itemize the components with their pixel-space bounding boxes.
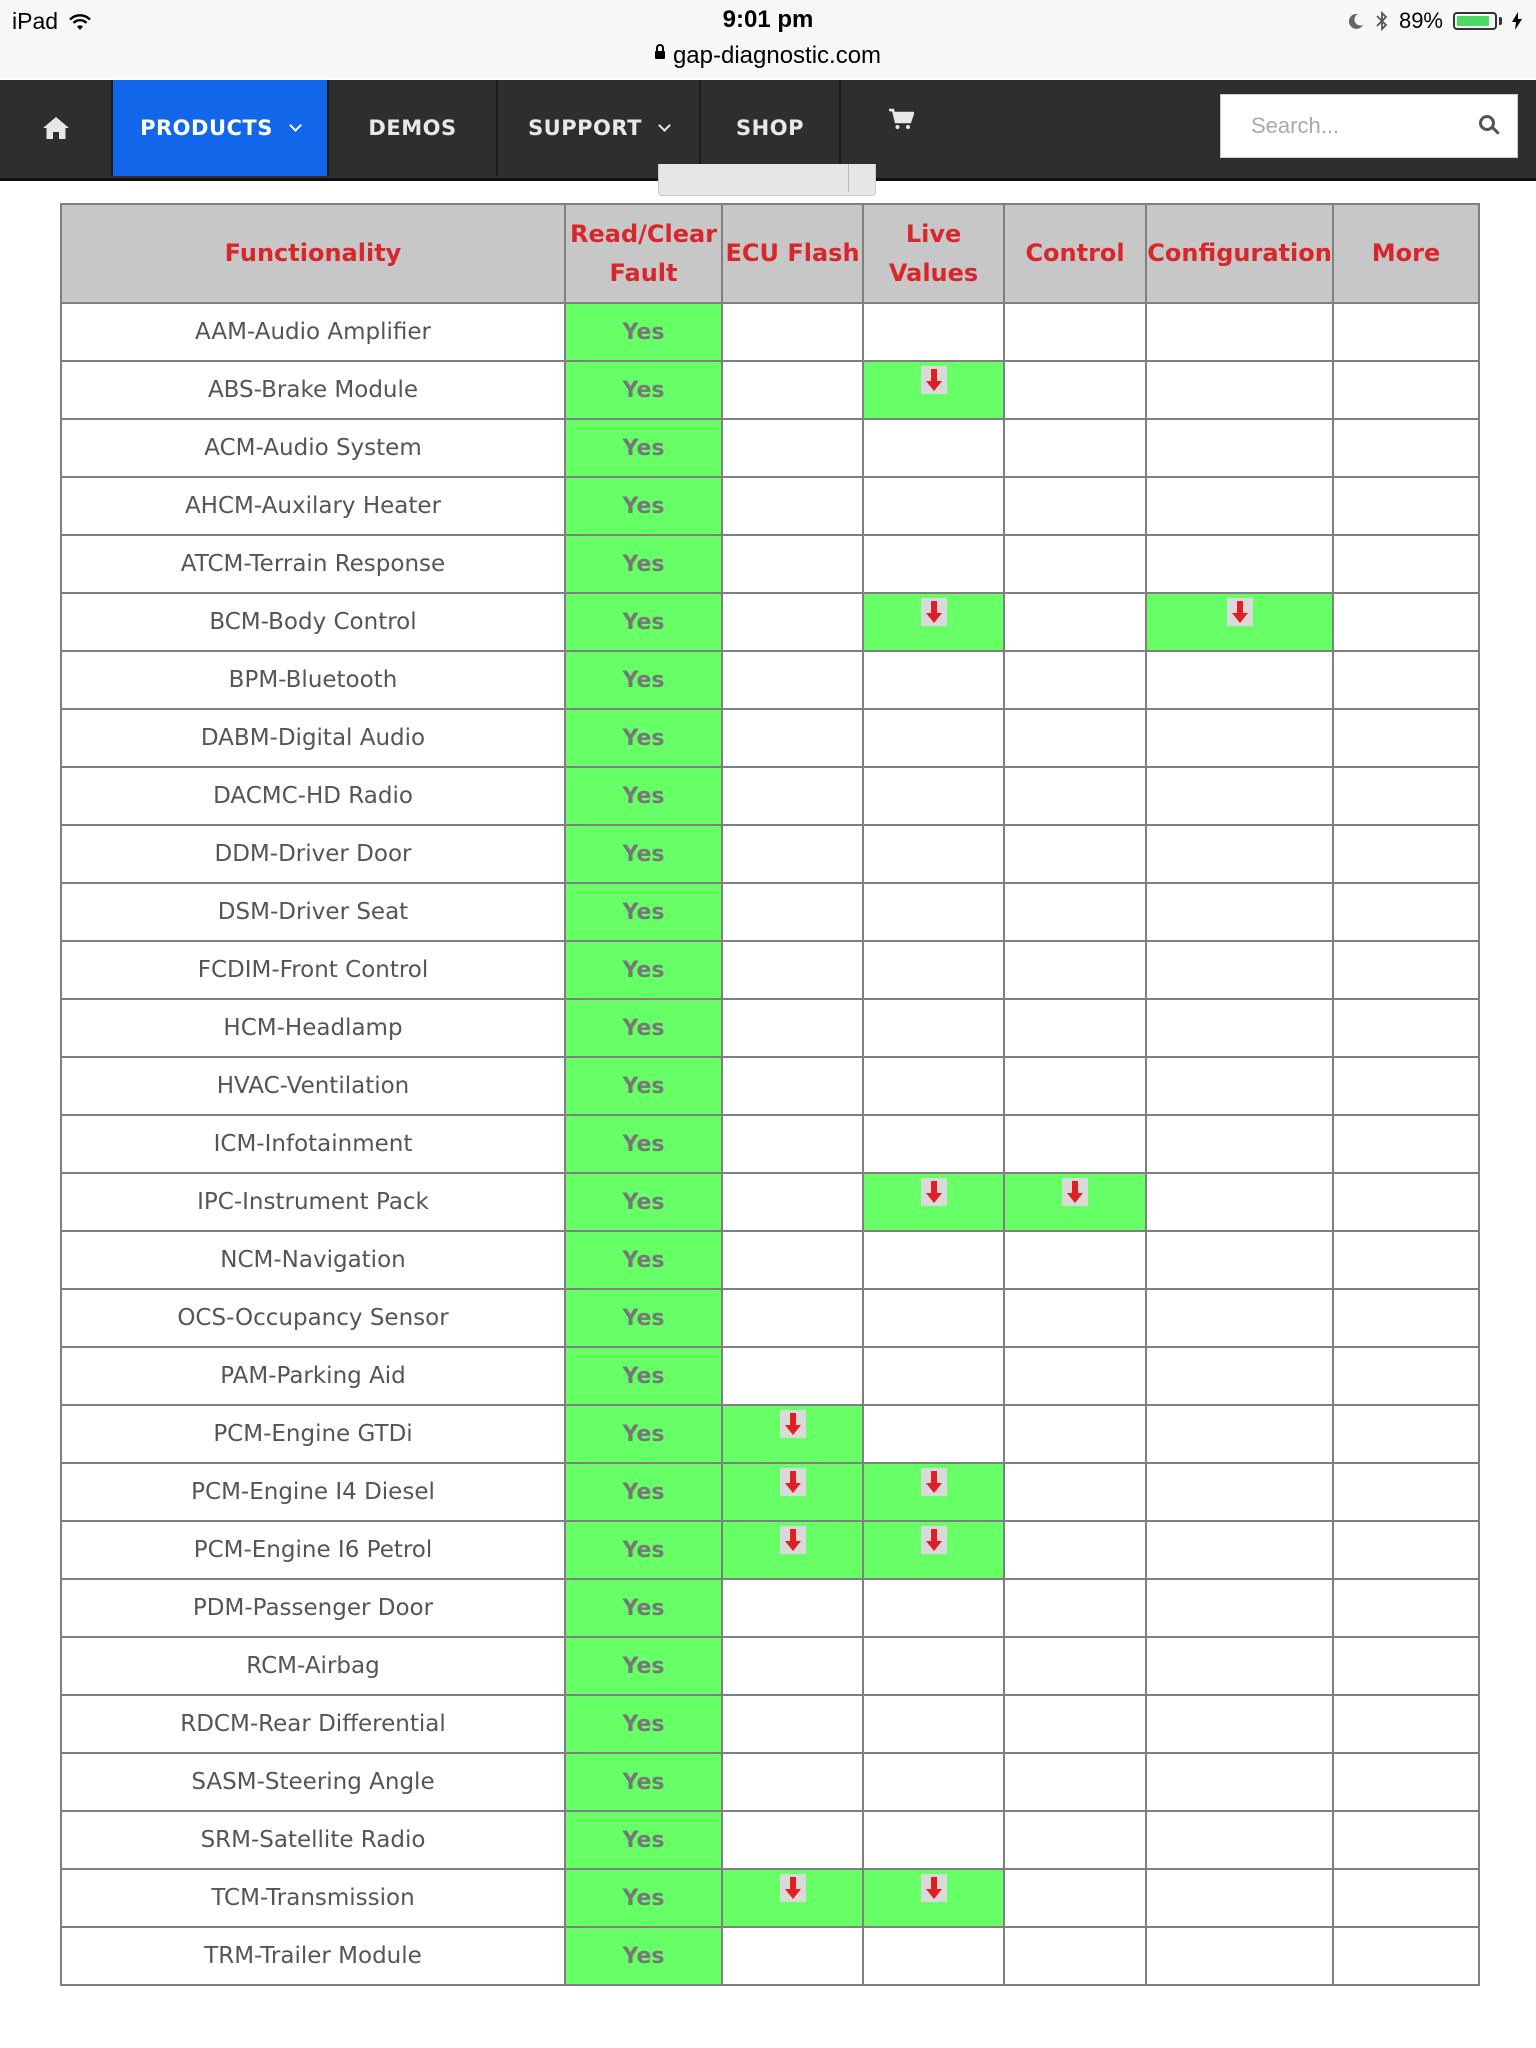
more-cell: [1333, 419, 1479, 477]
download-arrow-icon[interactable]: [780, 1874, 806, 1902]
control-cell: [1004, 1753, 1146, 1811]
module-name-cell: DDM-Driver Door: [61, 825, 565, 883]
address-bar[interactable]: [0, 40, 1536, 78]
control-cell: [1004, 767, 1146, 825]
control-cell[interactable]: [1004, 1173, 1146, 1231]
more-cell: [1333, 1231, 1479, 1289]
configuration-cell: [1146, 651, 1333, 709]
live-values-cell[interactable]: [863, 361, 1004, 419]
live-values-cell: [863, 1115, 1004, 1173]
read-clear-fault-cell: Yes: [565, 1869, 722, 1927]
header-more: More: [1333, 204, 1479, 303]
ecu-flash-cell: [722, 941, 863, 999]
live-values-cell: [863, 825, 1004, 883]
table-row: [61, 1695, 1479, 1753]
control-cell: [1004, 651, 1146, 709]
control-cell: [1004, 999, 1146, 1057]
control-cell: [1004, 1637, 1146, 1695]
table-row: [61, 1811, 1479, 1869]
read-clear-fault-cell: Yes: [565, 1927, 722, 1985]
more-cell: [1333, 1347, 1479, 1405]
ecu-flash-cell: [722, 535, 863, 593]
configuration-cell: [1146, 1637, 1333, 1695]
read-clear-fault-cell: Yes: [565, 303, 722, 361]
ecu-flash-cell: [722, 361, 863, 419]
control-cell: [1004, 1231, 1146, 1289]
more-cell: [1333, 1289, 1479, 1347]
module-name-cell: ABS-Brake Module: [61, 361, 565, 419]
table-header-row: [61, 204, 1479, 303]
configuration-cell: [1146, 1057, 1333, 1115]
ecu-flash-cell: [722, 593, 863, 651]
more-cell: [1333, 535, 1479, 593]
control-cell: [1004, 1521, 1146, 1579]
charging-icon: [1512, 12, 1522, 30]
table-row: [61, 1637, 1479, 1695]
live-values-cell: [863, 535, 1004, 593]
download-arrow-icon[interactable]: [921, 1468, 947, 1496]
chevron-down-icon: [289, 119, 302, 132]
nav-support[interactable]: [498, 80, 701, 176]
module-name-cell: AAM-Audio Amplifier: [61, 303, 565, 361]
live-values-cell: [863, 1811, 1004, 1869]
nav-demos[interactable]: [329, 80, 498, 176]
control-cell: [1004, 709, 1146, 767]
download-arrow-icon[interactable]: [921, 1178, 947, 1206]
functionality-table-wrapper: [60, 203, 1480, 1986]
ecu-flash-cell: [722, 1579, 863, 1637]
ecu-flash-cell: [722, 1347, 863, 1405]
more-cell: [1333, 477, 1479, 535]
control-cell: [1004, 1115, 1146, 1173]
table-row: [61, 593, 1479, 651]
more-cell: [1333, 1521, 1479, 1579]
configuration-cell: [1146, 535, 1333, 593]
control-cell: [1004, 419, 1146, 477]
module-name-cell: DACMC-HD Radio: [61, 767, 565, 825]
live-values-cell: [863, 303, 1004, 361]
nav-demos-label: DEMOS: [368, 116, 457, 140]
more-cell: [1333, 825, 1479, 883]
table-row: [61, 1115, 1479, 1173]
table-row: [61, 535, 1479, 593]
read-clear-fault-cell: Yes: [565, 1521, 722, 1579]
search-icon[interactable]: [1479, 115, 1495, 131]
module-name-cell: OCS-Occupancy Sensor: [61, 1289, 565, 1347]
more-cell: [1333, 1579, 1479, 1637]
table-row: [61, 1463, 1479, 1521]
live-values-cell: [863, 477, 1004, 535]
control-cell: [1004, 593, 1146, 651]
device-name: iPad: [12, 8, 59, 34]
lock-icon: [655, 51, 665, 59]
module-name-cell: TRM-Trailer Module: [61, 1927, 565, 1985]
table-row: [61, 651, 1479, 709]
table-row: [61, 1347, 1479, 1405]
more-cell: [1333, 999, 1479, 1057]
live-values-cell: [863, 419, 1004, 477]
more-cell: [1333, 1927, 1479, 1985]
configuration-cell: [1146, 1231, 1333, 1289]
module-name-cell: IPC-Instrument Pack: [61, 1173, 565, 1231]
read-clear-fault-cell: Yes: [565, 1695, 722, 1753]
module-name-cell: PCM-Engine I4 Diesel: [61, 1463, 565, 1521]
control-cell: [1004, 1463, 1146, 1521]
ecu-flash-cell: [722, 825, 863, 883]
module-name-cell: HCM-Headlamp: [61, 999, 565, 1057]
ecu-flash-cell: [722, 767, 863, 825]
read-clear-fault-cell: Yes: [565, 999, 722, 1057]
battery-icon: [1453, 12, 1497, 30]
read-clear-fault-cell: Yes: [565, 1463, 722, 1521]
read-clear-fault-cell: Yes: [565, 1579, 722, 1637]
configuration-cell: [1146, 1811, 1333, 1869]
control-cell: [1004, 825, 1146, 883]
live-values-cell: [863, 941, 1004, 999]
module-name-cell: RCM-Airbag: [61, 1637, 565, 1695]
header-live-values: Live Values: [863, 204, 1004, 303]
table-row: [61, 419, 1479, 477]
ecu-flash-cell[interactable]: [722, 1869, 863, 1927]
control-cell: [1004, 303, 1146, 361]
module-name-cell: TCM-Transmission: [61, 1869, 565, 1927]
nav-shop[interactable]: [701, 80, 841, 176]
nav-home[interactable]: [0, 80, 113, 176]
ecu-flash-cell: [722, 883, 863, 941]
ecu-flash-cell[interactable]: [722, 1405, 863, 1463]
download-arrow-icon[interactable]: [780, 1410, 806, 1438]
read-clear-fault-cell: Yes: [565, 825, 722, 883]
ecu-flash-cell: [722, 477, 863, 535]
moon-icon: [1347, 12, 1365, 30]
live-values-cell: [863, 999, 1004, 1057]
live-values-cell[interactable]: [863, 1869, 1004, 1927]
more-cell: [1333, 1753, 1479, 1811]
ecu-flash-cell: [722, 1115, 863, 1173]
header-control: Control: [1004, 204, 1146, 303]
ecu-flash-cell: [722, 1753, 863, 1811]
ecu-flash-cell: [722, 1231, 863, 1289]
read-clear-fault-cell: Yes: [565, 651, 722, 709]
table-row: [61, 1289, 1479, 1347]
control-cell: [1004, 477, 1146, 535]
read-clear-fault-cell: Yes: [565, 883, 722, 941]
table-row: [61, 361, 1479, 419]
control-cell: [1004, 941, 1146, 999]
control-cell: [1004, 1289, 1146, 1347]
table-row: [61, 1753, 1479, 1811]
nav-products[interactable]: [113, 80, 329, 176]
live-values-cell: [863, 1579, 1004, 1637]
download-arrow-icon[interactable]: [1062, 1178, 1088, 1206]
year-select[interactable]: [658, 164, 876, 196]
table-row: [61, 825, 1479, 883]
read-clear-fault-cell: Yes: [565, 1405, 722, 1463]
module-name-cell: PAM-Parking Aid: [61, 1347, 565, 1405]
read-clear-fault-cell: Yes: [565, 1347, 722, 1405]
status-time: 9:01 pm: [722, 6, 814, 33]
configuration-cell: [1146, 709, 1333, 767]
search-box[interactable]: [1220, 94, 1518, 158]
configuration-cell: [1146, 1115, 1333, 1173]
module-name-cell: AHCM-Auxilary Heater: [61, 477, 565, 535]
ecu-flash-cell: [722, 1173, 863, 1231]
module-name-cell: SASM-Steering Angle: [61, 1753, 565, 1811]
control-cell: [1004, 1405, 1146, 1463]
live-values-cell: [863, 1289, 1004, 1347]
ecu-flash-cell: [722, 1057, 863, 1115]
control-cell: [1004, 1347, 1146, 1405]
more-cell: [1333, 651, 1479, 709]
table-row: [61, 941, 1479, 999]
module-name-cell: PCM-Engine I6 Petrol: [61, 1521, 565, 1579]
configuration-cell: [1146, 1289, 1333, 1347]
more-cell: [1333, 1405, 1479, 1463]
configuration-cell: [1146, 825, 1333, 883]
table-row: [61, 1927, 1479, 1985]
control-cell: [1004, 1869, 1146, 1927]
configuration-cell: [1146, 1753, 1333, 1811]
read-clear-fault-cell: Yes: [565, 535, 722, 593]
header-functionality: Functionality: [61, 204, 565, 303]
ecu-flash-cell: [722, 1695, 863, 1753]
status-right: [1347, 8, 1522, 34]
read-clear-fault-cell: Yes: [565, 767, 722, 825]
module-name-cell: BCM-Body Control: [61, 593, 565, 651]
ecu-flash-cell: [722, 1637, 863, 1695]
read-clear-fault-cell: Yes: [565, 1753, 722, 1811]
more-cell: [1333, 767, 1479, 825]
table-row: [61, 1579, 1479, 1637]
live-values-cell: [863, 1753, 1004, 1811]
download-arrow-icon[interactable]: [921, 1526, 947, 1554]
module-name-cell: RDCM-Rear Differential: [61, 1695, 565, 1753]
module-name-cell: DABM-Digital Audio: [61, 709, 565, 767]
module-name-cell: DSM-Driver Seat: [61, 883, 565, 941]
ecu-flash-cell[interactable]: [722, 1521, 863, 1579]
configuration-cell: [1146, 1463, 1333, 1521]
read-clear-fault-cell: Yes: [565, 1115, 722, 1173]
configuration-cell: [1146, 1927, 1333, 1985]
read-clear-fault-cell: Yes: [565, 1811, 722, 1869]
more-cell: [1333, 941, 1479, 999]
functionality-table: [60, 203, 1480, 1986]
table-row: [61, 303, 1479, 361]
configuration-cell: [1146, 999, 1333, 1057]
header-read-clear-fault: Read/Clear Fault: [565, 204, 722, 303]
module-name-cell: PDM-Passenger Door: [61, 1579, 565, 1637]
ecu-flash-cell[interactable]: [722, 1463, 863, 1521]
read-clear-fault-cell: Yes: [565, 941, 722, 999]
read-clear-fault-cell: Yes: [565, 1231, 722, 1289]
configuration-cell[interactable]: [1146, 593, 1333, 651]
configuration-cell: [1146, 303, 1333, 361]
more-cell: [1333, 1695, 1479, 1753]
configuration-cell: [1146, 1869, 1333, 1927]
configuration-cell: [1146, 1405, 1333, 1463]
configuration-cell: [1146, 1173, 1333, 1231]
battery-percent: 89%: [1398, 8, 1443, 33]
read-clear-fault-cell: Yes: [565, 419, 722, 477]
live-values-cell: [863, 651, 1004, 709]
ecu-flash-cell: [722, 651, 863, 709]
module-name-cell: ATCM-Terrain Response: [61, 535, 565, 593]
read-clear-fault-cell: Yes: [565, 1289, 722, 1347]
header-configuration: Configuration: [1146, 204, 1333, 303]
configuration-cell: [1146, 477, 1333, 535]
download-arrow-icon[interactable]: [921, 366, 947, 394]
more-cell: [1333, 303, 1479, 361]
table-row: [61, 1869, 1479, 1927]
nav-support-label: SUPPORT: [528, 116, 642, 140]
configuration-cell: [1146, 419, 1333, 477]
ecu-flash-cell: [722, 1927, 863, 1985]
module-name-cell: BPM-Bluetooth: [61, 651, 565, 709]
module-name-cell: NCM-Navigation: [61, 1231, 565, 1289]
url-text: gap-diagnostic.com: [672, 42, 882, 69]
configuration-cell: [1146, 941, 1333, 999]
read-clear-fault-cell: Yes: [565, 709, 722, 767]
control-cell: [1004, 883, 1146, 941]
live-values-cell[interactable]: [863, 1173, 1004, 1231]
module-name-cell: HVAC-Ventilation: [61, 1057, 565, 1115]
configuration-cell: [1146, 1695, 1333, 1753]
ecu-flash-cell: [722, 1811, 863, 1869]
control-cell: [1004, 1811, 1146, 1869]
read-clear-fault-cell: Yes: [565, 1173, 722, 1231]
table-row: [61, 1173, 1479, 1231]
live-values-cell[interactable]: [863, 593, 1004, 651]
control-cell: [1004, 1057, 1146, 1115]
control-cell: [1004, 1927, 1146, 1985]
search-input[interactable]: [1249, 112, 1473, 140]
download-arrow-icon[interactable]: [1227, 598, 1253, 626]
live-values-cell: [863, 1231, 1004, 1289]
configuration-cell: [1146, 767, 1333, 825]
configuration-cell: [1146, 1521, 1333, 1579]
live-values-cell: [863, 709, 1004, 767]
live-values-cell: [863, 1927, 1004, 1985]
configuration-cell: [1146, 1579, 1333, 1637]
more-cell: [1333, 1463, 1479, 1521]
live-values-cell: [863, 883, 1004, 941]
control-cell: [1004, 361, 1146, 419]
read-clear-fault-cell: Yes: [565, 593, 722, 651]
bluetooth-icon: [1375, 10, 1389, 32]
more-cell: [1333, 1057, 1479, 1115]
more-cell: [1333, 883, 1479, 941]
table-row: [61, 767, 1479, 825]
read-clear-fault-cell: Yes: [565, 477, 722, 535]
table-body: [61, 303, 1479, 1985]
control-cell: [1004, 535, 1146, 593]
read-clear-fault-cell: Yes: [565, 1637, 722, 1695]
module-name-cell: SRM-Satellite Radio: [61, 1811, 565, 1869]
control-cell: [1004, 1695, 1146, 1753]
module-name-cell: ICM-Infotainment: [61, 1115, 565, 1173]
table-row: [61, 999, 1479, 1057]
ecu-flash-cell: [722, 303, 863, 361]
table-row: [61, 1231, 1479, 1289]
home-icon: [42, 116, 70, 140]
ecu-flash-cell: [722, 419, 863, 477]
read-clear-fault-cell: Yes: [565, 1057, 722, 1115]
configuration-cell: [1146, 1347, 1333, 1405]
ecu-flash-cell: [722, 999, 863, 1057]
live-values-cell[interactable]: [863, 1521, 1004, 1579]
module-name-cell: FCDIM-Front Control: [61, 941, 565, 999]
read-clear-fault-cell: Yes: [565, 361, 722, 419]
configuration-cell: [1146, 883, 1333, 941]
more-cell: [1333, 361, 1479, 419]
table-row: [61, 883, 1479, 941]
download-arrow-icon[interactable]: [921, 1874, 947, 1902]
table-row: [61, 709, 1479, 767]
live-values-cell: [863, 1057, 1004, 1115]
more-cell: [1333, 1869, 1479, 1927]
live-values-cell: [863, 1637, 1004, 1695]
chevron-down-icon: [658, 119, 671, 132]
live-values-cell: [863, 1405, 1004, 1463]
nav-shop-label: SHOP: [736, 116, 804, 140]
module-name-cell: ACM-Audio System: [61, 419, 565, 477]
ecu-flash-cell: [722, 1289, 863, 1347]
module-name-cell: PCM-Engine GTDi: [61, 1405, 565, 1463]
more-cell: [1333, 1173, 1479, 1231]
live-values-cell: [863, 1347, 1004, 1405]
nav-cart[interactable]: [841, 80, 961, 176]
battery-tip: [1499, 17, 1502, 25]
table-row: [61, 1057, 1479, 1115]
cart-icon: [888, 108, 914, 130]
live-values-cell[interactable]: [863, 1463, 1004, 1521]
more-cell: [1333, 1811, 1479, 1869]
configuration-cell: [1146, 361, 1333, 419]
live-values-cell: [863, 767, 1004, 825]
table-row: [61, 1405, 1479, 1463]
more-cell: [1333, 1115, 1479, 1173]
ecu-flash-cell: [722, 709, 863, 767]
control-cell: [1004, 1579, 1146, 1637]
table-row: [61, 477, 1479, 535]
live-values-cell: [863, 1695, 1004, 1753]
download-arrow-icon[interactable]: [780, 1526, 806, 1554]
more-cell: [1333, 1637, 1479, 1695]
download-arrow-icon[interactable]: [780, 1468, 806, 1496]
table-row: [61, 1521, 1479, 1579]
more-cell: [1333, 593, 1479, 651]
download-arrow-icon[interactable]: [921, 598, 947, 626]
more-cell: [1333, 709, 1479, 767]
nav-products-label: PRODUCTS: [140, 116, 273, 140]
header-ecu-flash: ECU Flash: [722, 204, 863, 303]
